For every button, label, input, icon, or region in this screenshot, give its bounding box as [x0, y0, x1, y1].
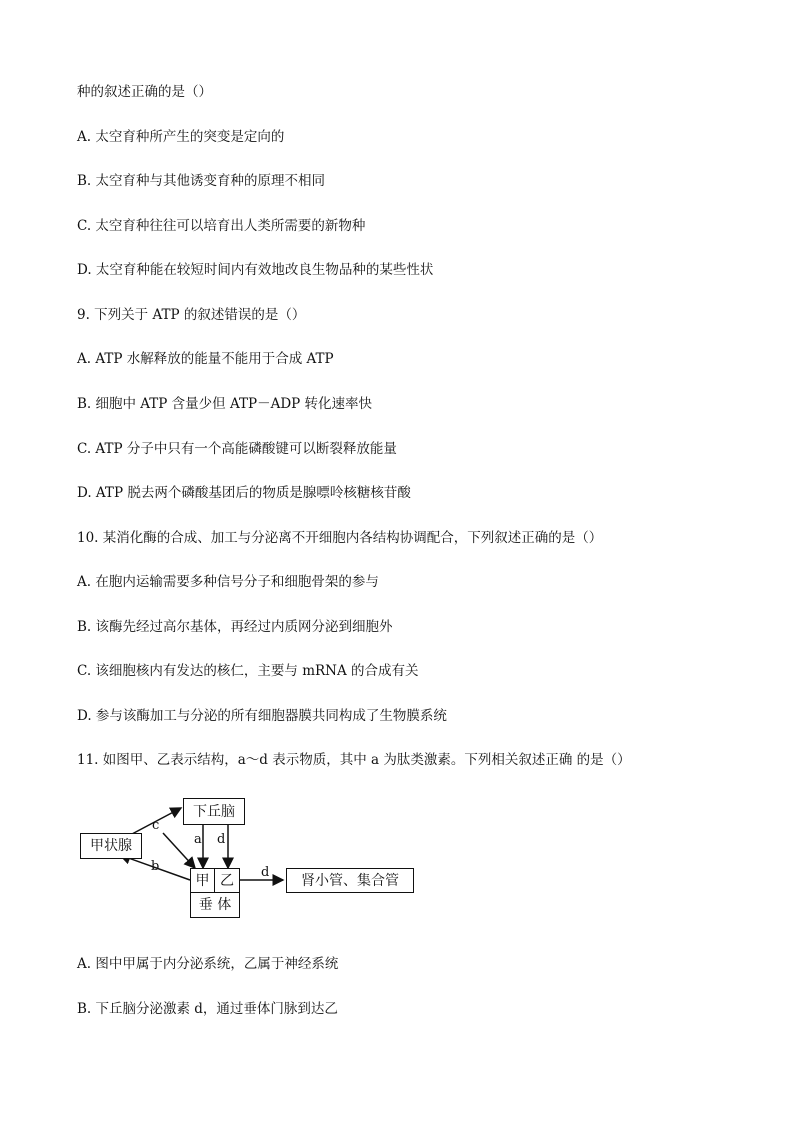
label-d-top: d [217, 832, 226, 847]
option-11b: B. 下丘脑分泌激素 d，通过垂体门脉到达乙 [77, 1001, 338, 1017]
label-d-right: d [261, 865, 270, 880]
option-9b: B. 细胞中 ATP 含量少但 ATP－ADP 转化速率快 [77, 396, 373, 412]
option-8c: C. 太空育种往往可以培育出人类所需要的新物种 [77, 218, 366, 234]
option-10c: C. 该细胞核内有发达的核仁，主要与 mRNA 的合成有关 [77, 663, 419, 679]
kidney-box: 肾小管、集合管 [286, 868, 414, 893]
arrow-diagonal [163, 833, 195, 868]
option-10a: A. 在胞内运输需要多种信号分子和细胞骨架的参与 [77, 574, 379, 590]
endocrine-diagram [77, 792, 437, 932]
option-8a: A. 太空育种所产生的突变是定向的 [77, 129, 285, 145]
option-8b: B. 太空育种与其他诱变育种的原理不相同 [77, 173, 326, 189]
label-c: c [152, 818, 160, 833]
jia-box: 甲 [190, 868, 215, 893]
label-a: a [194, 832, 202, 847]
pituitary-box: 垂 体 [190, 892, 240, 918]
option-9c: C. ATP 分子中只有一个高能磷酸键可以断裂释放能量 [77, 441, 397, 457]
yi-box: 乙 [214, 868, 240, 893]
option-9d: D. ATP 脱去两个磷酸基团后的物质是腺嘌呤核糖核苷酸 [77, 485, 411, 501]
option-9a: A. ATP 水解释放的能量不能用于合成 ATP [77, 351, 334, 367]
question-11-stem: 11. 如图甲、乙表示结构，a～d 表示物质，其中 a 为肽类激素。下列相关叙述正确 的是（） [77, 752, 631, 768]
option-10b: B. 该酶先经过高尔基体，再经过内质网分泌到细胞外 [77, 619, 393, 635]
thyroid-box: 甲状腺 [80, 833, 142, 859]
hypothalamus-box: 下丘脑 [183, 798, 245, 825]
option-11a: A. 图中甲属于内分泌系统，乙属于神经系统 [77, 956, 339, 972]
diagram-arrows [77, 792, 437, 932]
option-8d: D. 太空育种能在较短时间内有效地改良生物品种的某些性状 [77, 262, 434, 278]
question-8-stem-continuation: 种的叙述正确的是（） [77, 84, 212, 100]
question-9-stem: 9. 下列关于 ATP 的叙述错误的是（） [77, 307, 306, 323]
label-b: b [151, 859, 160, 874]
option-10d: D. 参与该酶加工与分泌的所有细胞器膜共同构成了生物膜系统 [77, 708, 447, 724]
question-10-stem: 10. 某消化酶的合成、加工与分泌离不开细胞内各结构协调配合，下列叙述正确的是（） [77, 530, 603, 546]
